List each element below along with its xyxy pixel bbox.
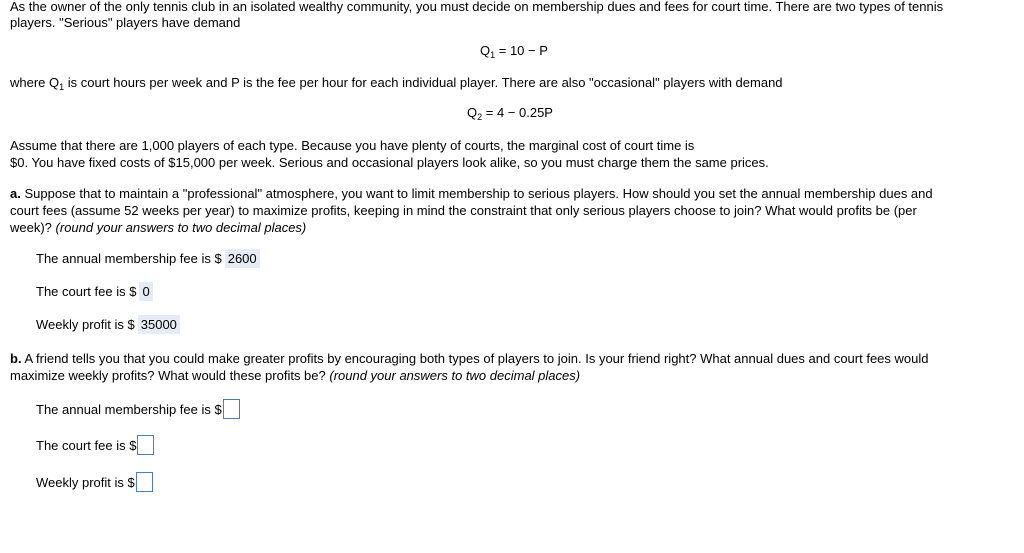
eq1-rest: = 10 − P (495, 43, 548, 58)
part-b-instruction: (round your answers to two decimal places) (329, 368, 581, 383)
part-a-label: a. (10, 186, 21, 201)
intro-line-1: As the owner of the only tennis club in an isolated wealthy community, you must decide on membership dues and fees for court time. There are two types of tennis (10, 0, 944, 14)
part-a-line-2: court fees (assume 52 weeks per year) to maximize profits, keeping in mind the constraint that only serious players choose to join? What would profits be (per (10, 203, 917, 218)
part-a-membership-label: The annual membership fee is $ (36, 251, 222, 266)
part-a-membership-answer[interactable]: 2600 (225, 249, 260, 268)
equation-serious-demand (480, 42, 548, 64)
part-b-membership-input[interactable] (223, 399, 240, 419)
part-b-membership-label: The annual membership fee is $ (36, 401, 222, 417)
part-b-profit-label: Weekly profit is $ (36, 474, 135, 490)
part-a-line-1 (10, 185, 933, 202)
part-b-membership-row (36, 399, 240, 419)
part-b-profit-row (36, 472, 153, 492)
assume-line-1: Assume that there are 1,000 players of each type. Because you have plenty of courts, the marginal cost of court time is (10, 138, 695, 153)
assume-line-2: $0. You have fixed costs of $15,000 per week. Serious and occasional players look alike, so you must charge them the same prices. (10, 155, 769, 170)
part-b-court-fee-row (36, 435, 154, 455)
part-b-text-1: A friend tells you that you could make greater profits by encouraging both types of players to join. Is your friend right? What annual dues and court fees would (21, 351, 929, 366)
eq2-sub: 2 (477, 112, 483, 122)
part-b-text-2: maximize weekly profits? What would these profits be? (10, 368, 330, 383)
part-a-text-3: week)? (10, 220, 56, 235)
part-b-court-fee-input[interactable] (137, 435, 154, 455)
part-b-profit-input[interactable] (136, 472, 153, 492)
part-a-instruction: (round your answers to two decimal places) (55, 220, 307, 235)
where-line (10, 74, 783, 96)
eq1-q: Q (480, 43, 491, 58)
where-pre: where Q (10, 75, 60, 90)
part-b-line-2 (10, 367, 580, 384)
part-b-label: b. (10, 351, 22, 366)
eq1-sub: 1 (490, 50, 496, 60)
part-a-line-3 (10, 219, 306, 236)
part-a-text-1: Suppose that to maintain a "professional" atmosphere, you want to limit membership to serious players. How should you set the annual membership dues and (20, 186, 933, 201)
part-a-membership-row (36, 249, 260, 268)
part-a-court-fee-label: The court fee is $ (36, 284, 137, 299)
part-a-profit-row (36, 315, 180, 334)
part-a-court-fee-row (36, 282, 153, 301)
eq2-q: Q (467, 105, 478, 120)
eq2-rest: = 4 − 0.25P (482, 105, 553, 120)
intro-line-2: players. "Serious" players have demand (10, 15, 241, 30)
part-a-court-fee-answer[interactable]: 0 (139, 282, 152, 301)
part-b-court-fee-label: The court fee is $ (36, 437, 137, 453)
part-a-profit-answer[interactable]: 35000 (138, 315, 180, 334)
equation-occasional-demand (467, 104, 553, 126)
where-post: is court hours per week and P is the fee per hour for each individual player. There are also "occasional" players with demand (64, 75, 783, 90)
part-b-line-1 (10, 350, 928, 367)
where-sub: 1 (59, 82, 65, 92)
part-a-profit-label: Weekly profit is $ (36, 317, 135, 332)
